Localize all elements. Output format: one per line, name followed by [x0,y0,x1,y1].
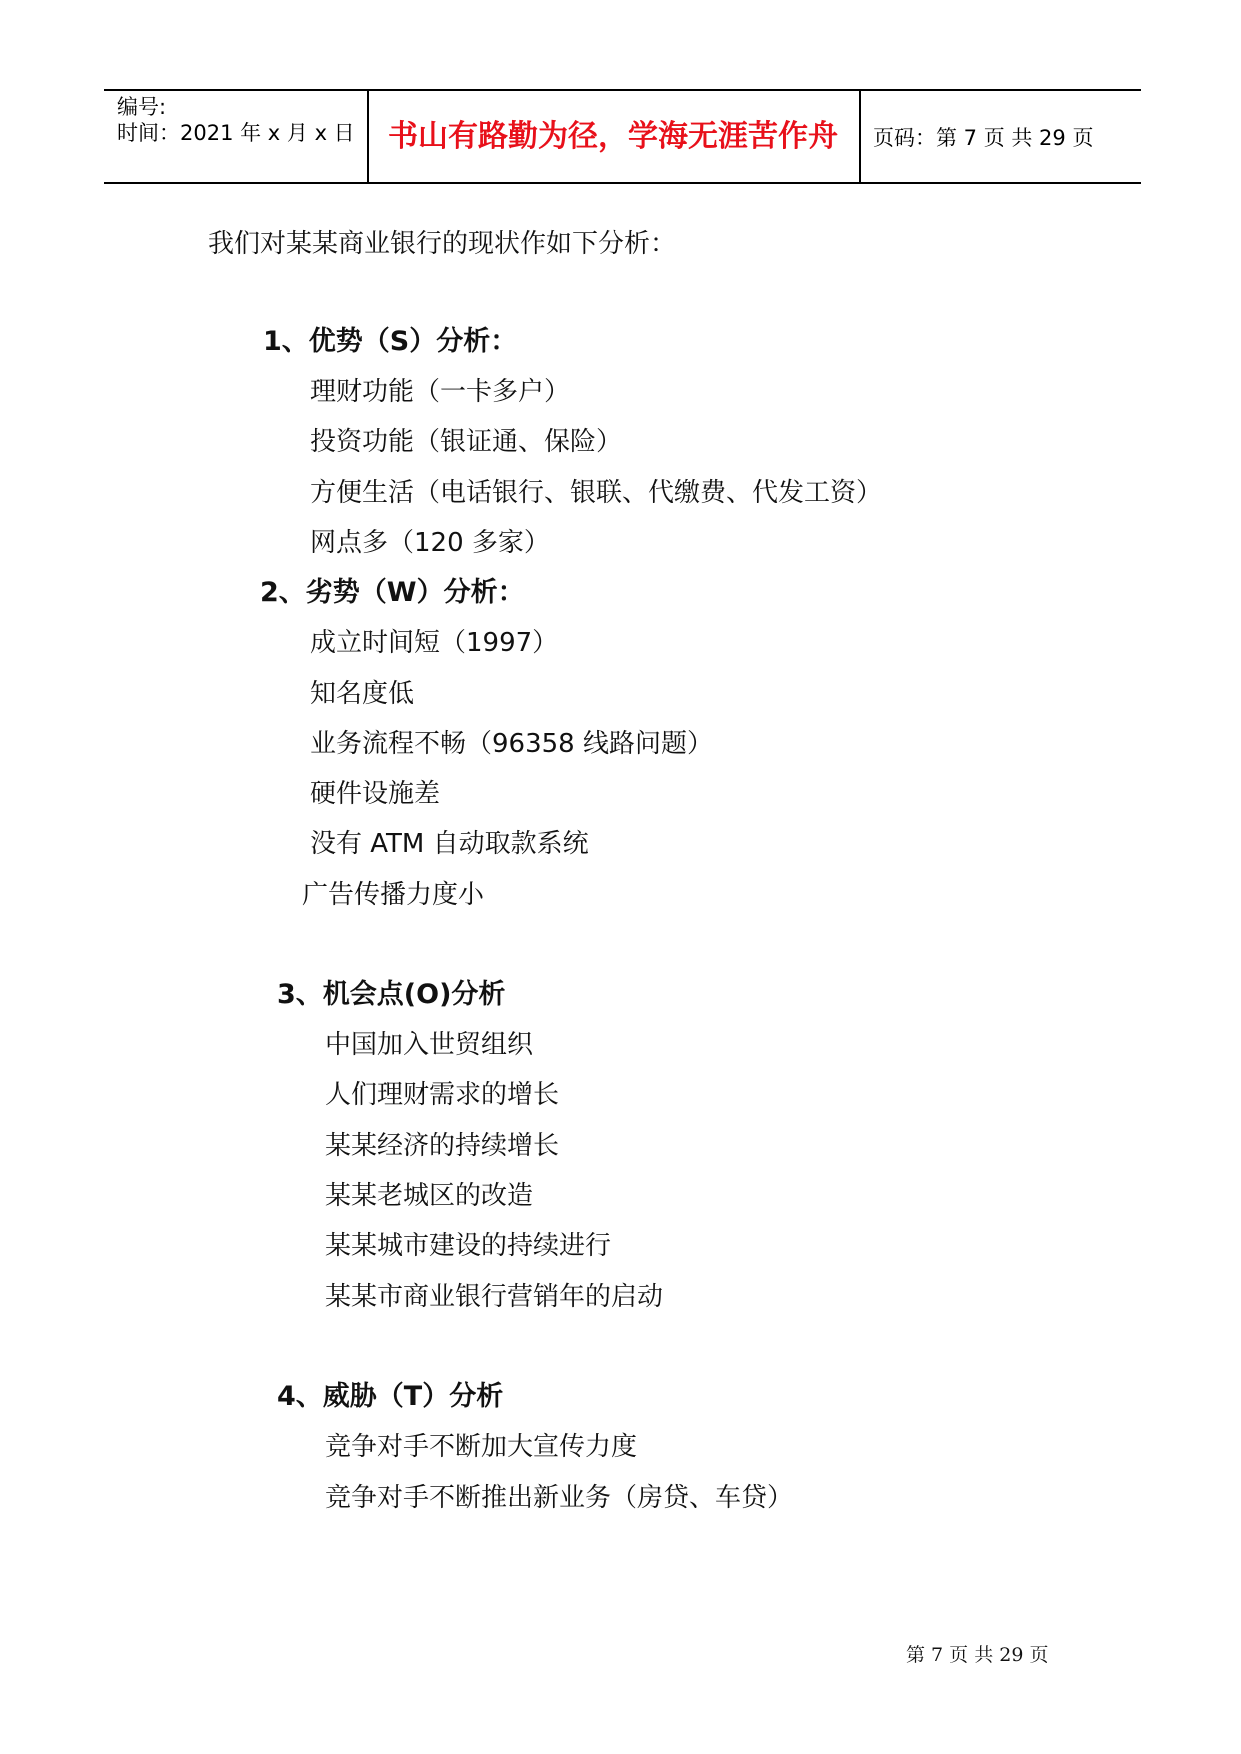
list-item: 某某经济的持续增长 [325,1131,560,1161]
section-heading-opportunities: 3、机会点(O)分析 [277,979,506,1010]
page-code-label: 页码：第 7 页 共 29 页 [873,126,1094,150]
header-divider-right [859,90,861,184]
header-bottom-rule [104,182,1141,184]
list-item: 某某市商业银行营销年的启动 [325,1282,664,1312]
header-top-rule [104,89,1141,91]
list-item: 业务流程不畅（96358 线路问题） [310,729,713,759]
list-item: 人们理财需求的增长 [325,1080,560,1110]
document-time-label: 时间：2021 年 x 月 x 日 [117,121,355,145]
list-item: 某某城市建设的持续进行 [325,1231,612,1261]
list-item: 没有 ATM 自动取款系统 [310,829,589,859]
list-item: 竞争对手不断推出新业务（房贷、车贷） [325,1483,794,1513]
list-item: 成立时间短（1997） [310,628,559,658]
list-item: 竞争对手不断加大宣传力度 [325,1432,638,1462]
intro-paragraph: 我们对某某商业银行的现状作如下分析： [208,229,677,259]
document-number-label: 编号: [117,95,167,119]
list-item: 理财功能（一卡多户） [310,377,571,407]
list-item: 投资功能（银证通、保险） [310,427,623,457]
list-item: 方便生活（电话银行、银联、代缴费、代发工资） [310,478,883,508]
page-footer: 第 7 页 共 29 页 [906,1644,1049,1666]
section-heading-threats: 4、威胁（T）分析 [277,1381,504,1412]
motto-banner: 书山有路勤为径，学海无涯苦作舟 [388,119,838,154]
list-item: 某某老城区的改造 [325,1181,534,1211]
list-item: 广告传播力度小 [302,880,485,910]
list-item: 硬件设施差 [310,779,441,809]
list-item: 网点多（120 多家） [310,528,550,558]
list-item: 中国加入世贸组织 [325,1030,534,1060]
section-heading-strengths: 1、优势（S）分析： [263,326,518,357]
list-item: 知名度低 [310,679,415,709]
section-heading-weaknesses: 2、劣势（W）分析： [260,577,525,608]
